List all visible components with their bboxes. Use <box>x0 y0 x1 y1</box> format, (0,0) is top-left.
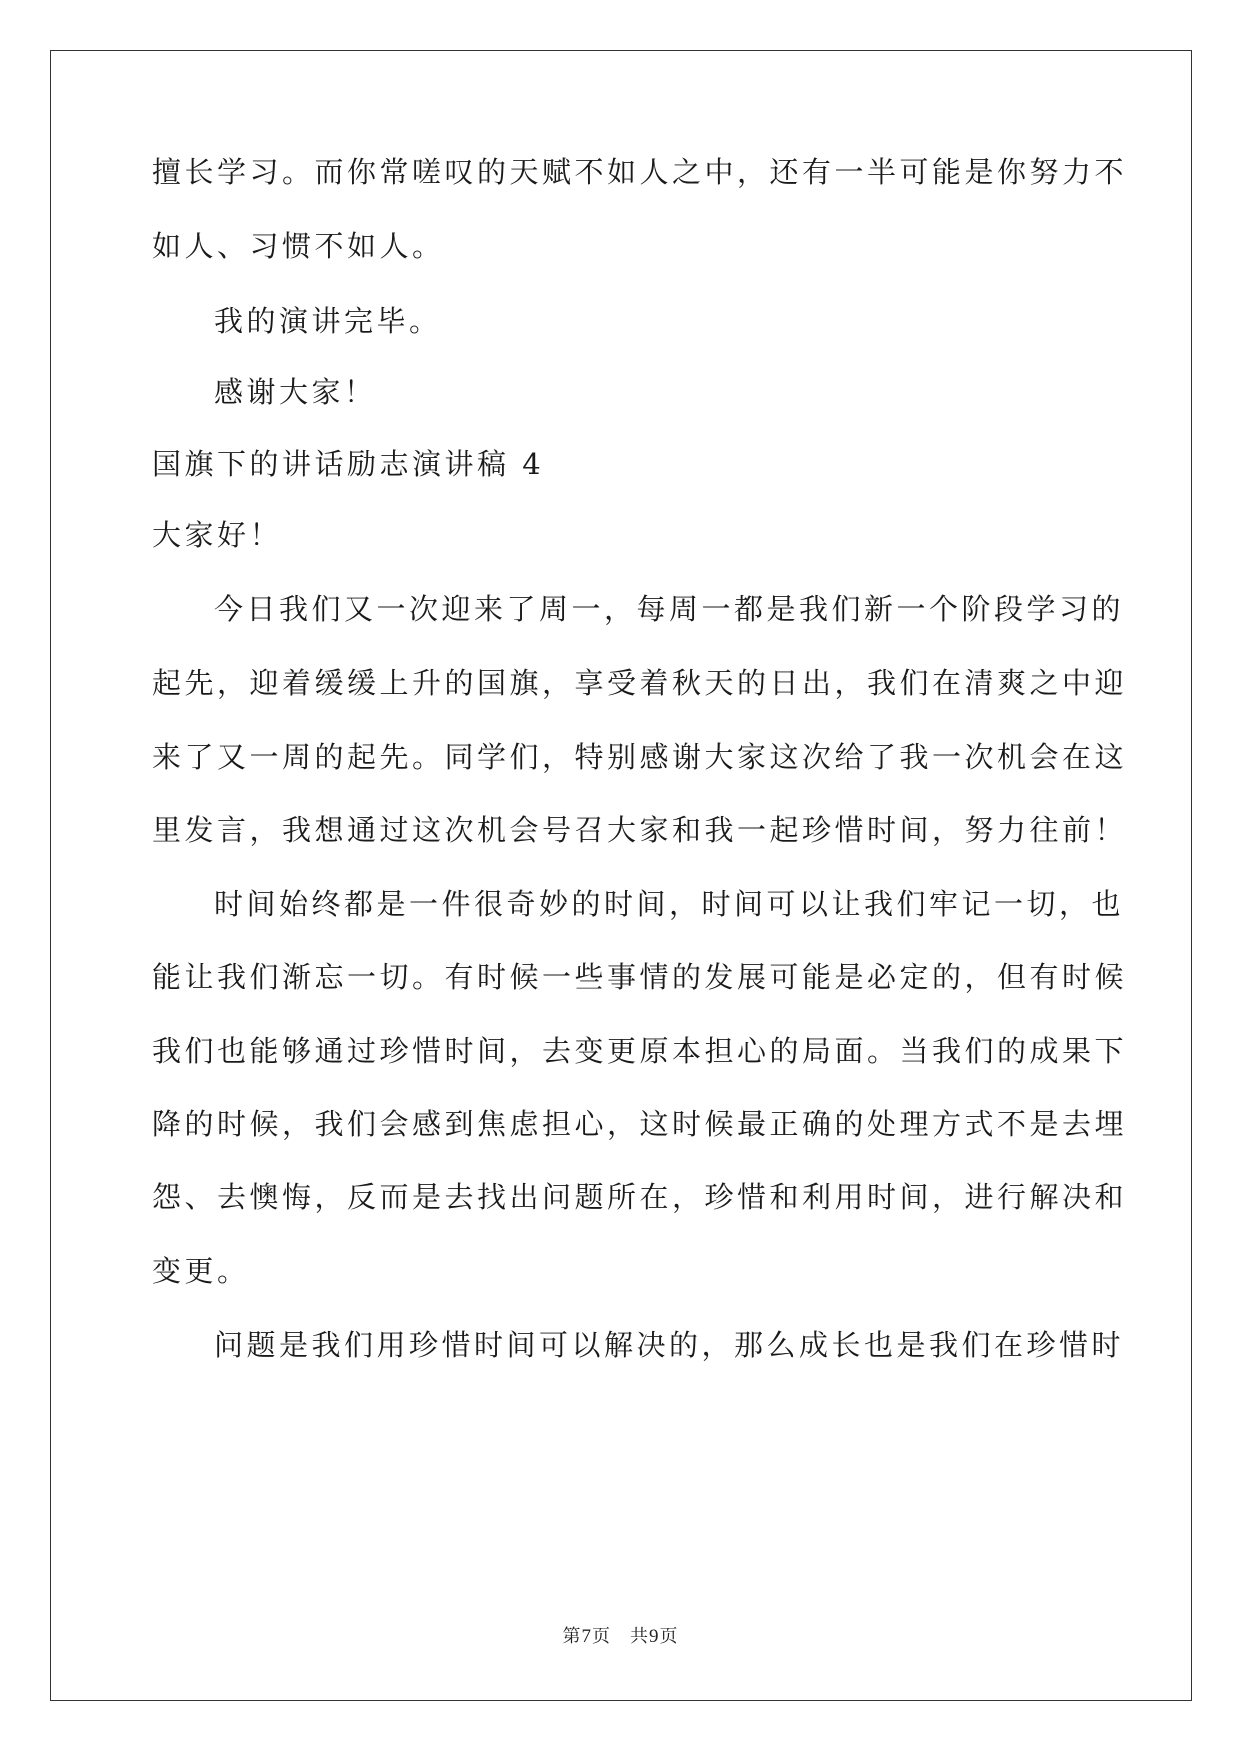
text-line: 时间始终都是一件很奇妙的时间，时间可以让我们牢记一切，也 <box>214 887 1125 921</box>
text-line: 今日我们又一次迎来了周一，每周一都是我们新一个阶段学习的 <box>214 592 1125 626</box>
page-prefix: 第 <box>562 1626 582 1647</box>
text-line: 能让我们渐忘一切。有时候一些事情的发展可能是必定的，但有时候 <box>152 960 1128 994</box>
text-line: 怨、去懊悔，反而是去找出问题所在，珍惜和利用时间，进行解决和 <box>152 1180 1128 1214</box>
text-line: 大家好！ <box>152 518 283 552</box>
text-line: 变更。 <box>152 1254 250 1288</box>
text-line: 如人、习惯不如人。 <box>152 229 445 263</box>
page-suffix: 页 <box>659 1626 679 1647</box>
text-line: 起先，迎着缓缓上升的国旗，享受着秋天的日出，我们在清爽之中迎 <box>152 666 1128 700</box>
text-line: 问题是我们用珍惜时间可以解决的，那么成长也是我们在珍惜时 <box>214 1328 1125 1362</box>
page-mid: 页 共 <box>592 1626 649 1647</box>
text-line: 降的时候，我们会感到焦虑担心，这时候最正确的处理方式不是去埋 <box>152 1107 1128 1141</box>
total-page-number: 9 <box>649 1626 660 1647</box>
page-border <box>50 50 1192 1701</box>
text-line: 感谢大家！ <box>214 375 377 409</box>
text-line: 里发言，我想通过这次机会号召大家和我一起珍惜时间，努力往前！ <box>152 813 1128 847</box>
current-page-number: 7 <box>581 1626 592 1647</box>
text-line: 我们也能够通过珍惜时间，去变更原本担心的局面。当我们的成果下 <box>152 1034 1128 1068</box>
text-line: 我的演讲完毕。 <box>214 304 442 338</box>
text-line: 擅长学习。而你常嗟叹的天赋不如人之中，还有一半可能是你努力不 <box>152 155 1128 189</box>
page-footer <box>0 1622 1241 1648</box>
text-line: 来了又一周的起先。同学们，特别感谢大家这次给了我一次机会在这 <box>152 740 1128 774</box>
section-heading: 国旗下的讲话励志演讲稿 4 <box>152 447 545 481</box>
